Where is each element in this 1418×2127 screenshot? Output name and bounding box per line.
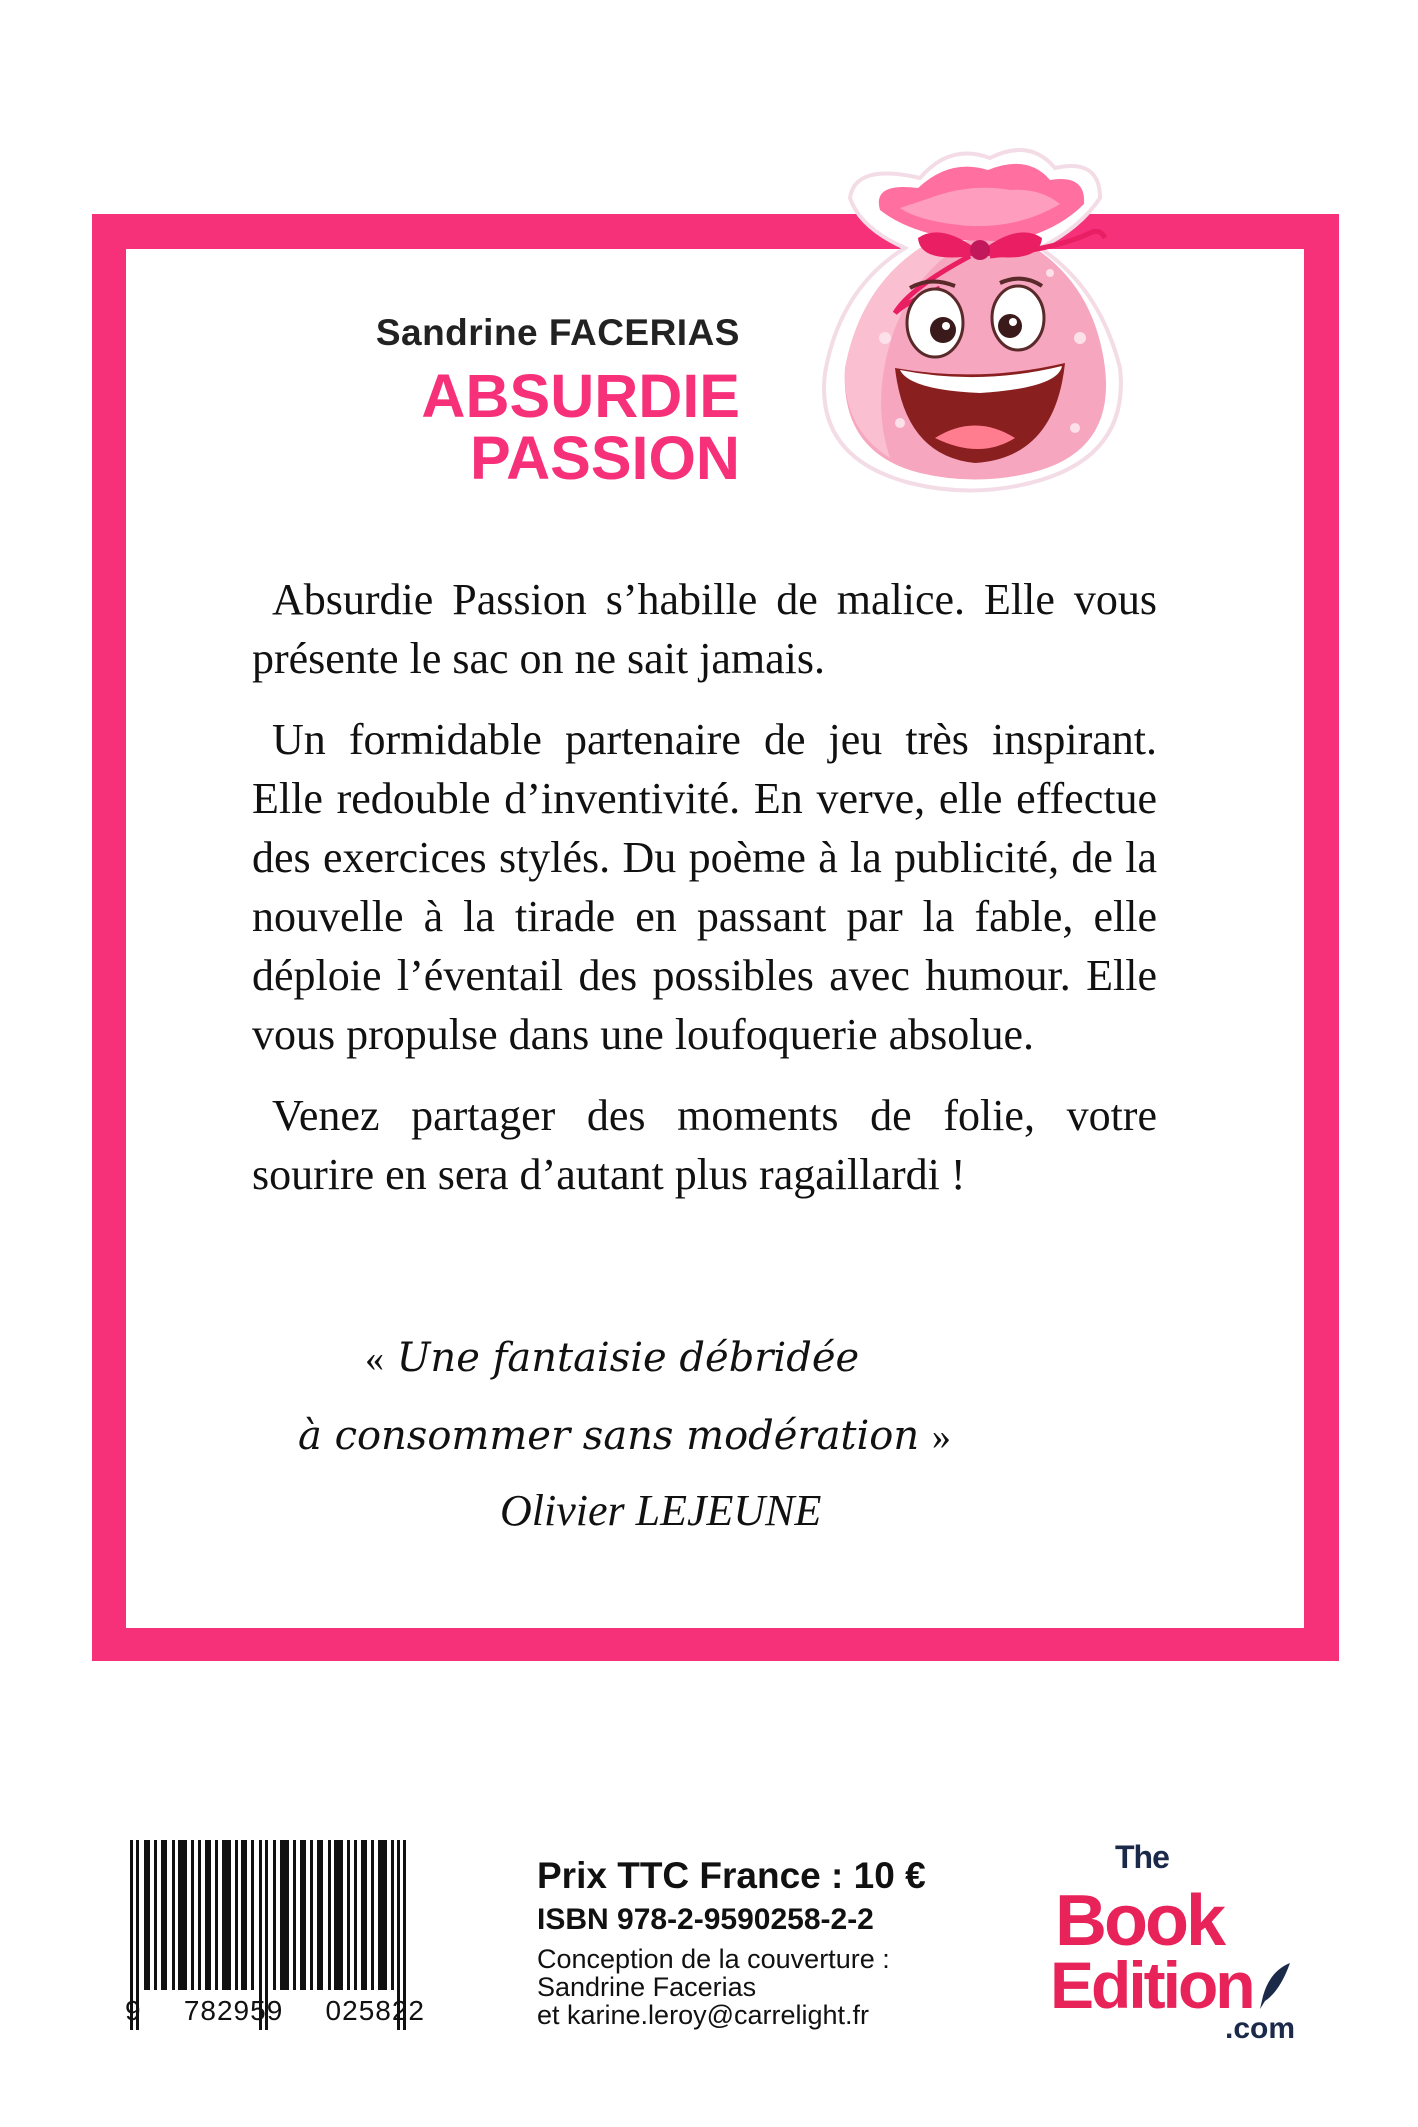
title-line-2: PASSION bbox=[469, 424, 740, 492]
title-line-1: ABSURDIE bbox=[421, 362, 740, 430]
logo-the: The bbox=[1115, 1839, 1169, 1875]
quote-text-2: à consommer sans modération bbox=[298, 1413, 920, 1459]
logo-com: .com bbox=[1225, 2012, 1296, 2045]
blurb-paragraph-1: Absurdie Passion s’habille de malice. Elle vous présente le sac on ne sait jamais. bbox=[252, 575, 1157, 683]
book-title bbox=[290, 362, 740, 492]
credit-line-3: et karine.leroy@carrelight.fr bbox=[537, 2000, 870, 2030]
barcode-digits-left: 782959 bbox=[183, 1995, 284, 2026]
cover-credit bbox=[537, 1945, 926, 2029]
blurb bbox=[252, 570, 1157, 1226]
logo-edition: Edition bbox=[1050, 1948, 1253, 2022]
quote-line-1 bbox=[365, 1335, 859, 1381]
blurb-paragraph-2: Un formidable partenaire de jeu très inspirant. Elle redouble d’inventivité. En verve, elle effectue des exercices stylés. Du poème à la publicité, de la nouvelle à la tirade en passant par la fable, elle déploie l’éventail des possibles avec humour. Elle vous propulse dans une loufoquerie absolue. bbox=[252, 715, 1157, 1059]
publication-info bbox=[537, 1855, 926, 2029]
author-name: Sandrine FACERIAS bbox=[375, 312, 740, 353]
price: Prix TTC France : 10 € bbox=[537, 1855, 926, 1896]
quote-close-mark: » bbox=[931, 1416, 951, 1458]
quote-text-1: Une fantaisie débridée bbox=[396, 1335, 860, 1381]
barcode-digit-first: 9 bbox=[125, 1995, 142, 2026]
quote-open-mark: « bbox=[365, 1338, 384, 1380]
credit-line-2: Sandrine Facerias bbox=[537, 1972, 757, 2002]
candy-bag-mascot-icon bbox=[800, 138, 1140, 514]
quote-author: Olivier LEJEUNE bbox=[500, 1486, 822, 1535]
isbn: ISBN 978-2-9590258-2-2 bbox=[537, 1903, 874, 1936]
credit-line-1: Conception de la couverture : bbox=[537, 1944, 890, 1974]
quill-icon bbox=[1255, 1961, 1295, 2011]
barcode-digits-right: 025822 bbox=[325, 1995, 425, 2026]
quote-line-2 bbox=[298, 1413, 951, 1459]
barcode-digits bbox=[125, 1995, 425, 2027]
publisher-logo bbox=[1050, 1839, 1340, 2045]
blurb-paragraph-3: Venez partager des moments de folie, votre sourire en sera d’autant plus ragaillardi ! bbox=[252, 1091, 1157, 1199]
logo-book: Book bbox=[1055, 1881, 1223, 1961]
